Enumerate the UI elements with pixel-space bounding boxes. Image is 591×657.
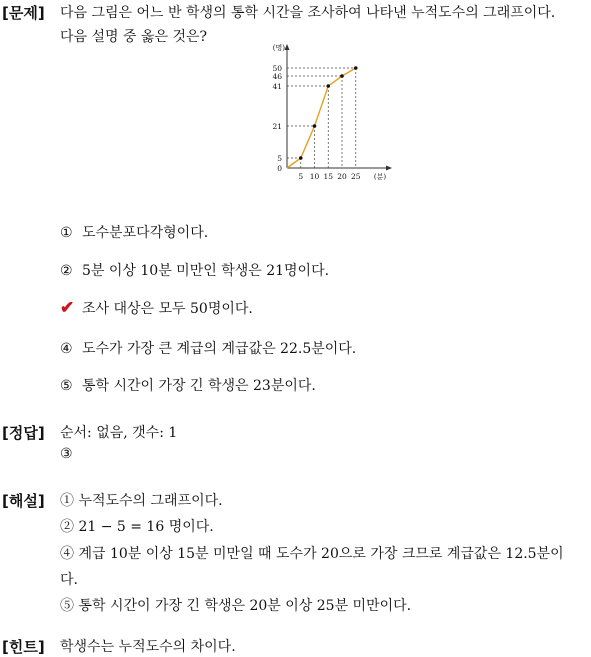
hint-text: 학생수는 누적도수의 차이다.: [60, 639, 236, 655]
choice-2[interactable]: [60, 260, 329, 280]
explanation-line: ⑤ 통학 시간이 가장 긴 학생은 20분 이상 25분 미만이다.: [60, 598, 412, 614]
question-text-line1: 다음 그림은 어느 반 학생의 통학 시간을 조사하여 나타낸 누적도수의 그래프이다.: [60, 5, 556, 21]
data-point: [354, 66, 358, 70]
explanation-line: 다.: [60, 572, 78, 588]
choice-number: ②: [60, 263, 73, 279]
choice-number: ①: [60, 225, 73, 241]
x-tick-label: 20: [337, 172, 347, 181]
checkmark-icon: ✔: [60, 298, 75, 318]
choice-text: 통학 시간이 가장 긴 학생은 23분이다.: [82, 378, 316, 394]
y-tick-label: 21: [272, 122, 282, 131]
data-point: [340, 74, 344, 78]
y-tick-label: 0: [277, 164, 282, 173]
question-text-line2: 다음 설명 중 옳은 것은?: [60, 29, 208, 45]
x-tick-label: 5: [298, 172, 304, 181]
x-tick-label: 10: [309, 172, 320, 181]
answer-line1: 순서: 없음, 갯수: 1: [60, 425, 178, 441]
cumulative-frequency-chart: [256, 42, 396, 182]
hint-tag: [힌트]: [2, 638, 45, 656]
choice-text: 조사 대상은 모두 50명이다.: [82, 301, 253, 317]
x-axis-label: (분): [373, 173, 387, 181]
data-point: [299, 156, 303, 160]
explanation-line: ① 누적도수의 그래프이다.: [60, 493, 223, 509]
x-tick-label: 25: [350, 172, 361, 181]
data-point: [313, 124, 317, 128]
choice-text: 5분 이상 10분 미만인 학생은 21명이다.: [82, 263, 330, 279]
explanation-tag: [해설]: [2, 492, 45, 510]
y-tick-label: 5: [277, 154, 282, 163]
explanation-line: ② 21 − 5 = 16 명이다.: [60, 519, 214, 535]
choice-text: 도수가 가장 큰 계급의 계급값은 22.5분이다.: [82, 341, 357, 357]
answer-tag: [정답]: [2, 424, 45, 442]
x-axis-arrow-icon: [386, 166, 392, 171]
choice-4[interactable]: [60, 338, 356, 358]
choice-5[interactable]: [60, 375, 316, 395]
choice-1[interactable]: [60, 222, 208, 242]
y-axis-label: (명): [272, 44, 285, 52]
choice-number: ④: [60, 341, 73, 357]
y-axis-arrow-icon: [285, 44, 290, 50]
explanation-line: ④ 계급 10분 이상 15분 미만일 때 도수가 20으로 가장 크므로 계급값은 12.5분이: [60, 546, 564, 562]
y-tick-label: 41: [272, 82, 282, 91]
problem-tag: [문제]: [2, 4, 45, 22]
choice-text: 도수분포다각형이다.: [82, 225, 209, 241]
cumulative-line: [287, 68, 356, 168]
answer-line2: ③: [60, 446, 73, 462]
x-tick-label: 15: [323, 172, 334, 181]
data-point: [326, 84, 330, 88]
y-tick-label: 50: [272, 64, 282, 73]
choice-3[interactable]: [60, 298, 253, 318]
choice-number: ⑤: [60, 378, 73, 394]
y-tick-label: 46: [272, 72, 282, 81]
